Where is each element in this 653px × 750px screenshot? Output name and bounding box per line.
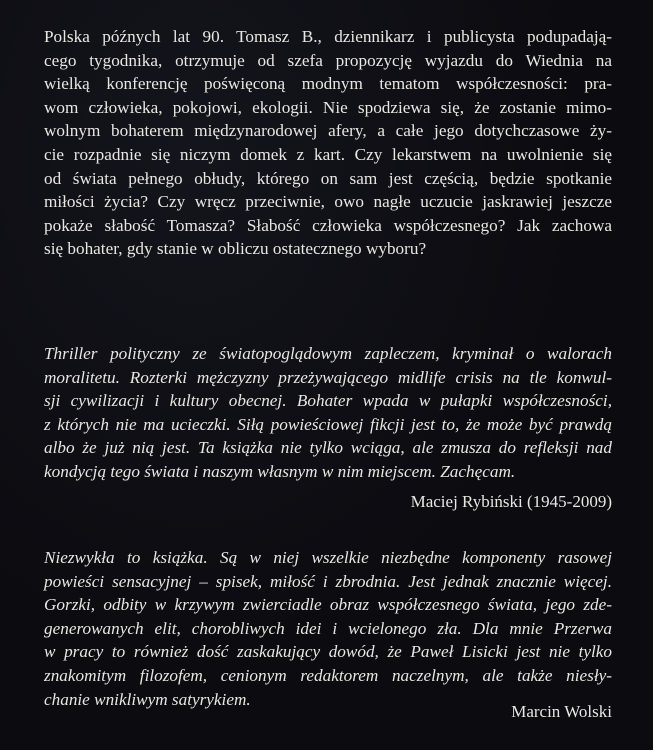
blurb-line: kondycją tego świata i naszym własnym w nim miejscem. Zachęcam.: [44, 461, 516, 481]
synopsis-line: wielką konferencję poświęconą modnym tematom współczesności: pra-: [44, 74, 612, 94]
synopsis-line: cego tygodnika, otrzymuje od szefa propozycję wyjazdu do Wiednia na: [44, 50, 612, 70]
synopsis-line: wolnym bohaterem międzynarodowej afery, a całe jego dotychczasowe ży-: [44, 121, 612, 141]
blurb-line: powieści sensacyjnej – spisek, miłość i zbrodnia. Jest jednak znacznie więcej.: [44, 571, 612, 591]
blurb-quote-wolski: [44, 546, 612, 711]
blurb-line: w pracy to również dość zaskakujący dowód, że Paweł Lisicki jest nie tylko: [44, 642, 612, 662]
blurb-line: moralitetu. Rozterki mężczyzny przeżywającego midlife crisis na tle konwul-: [44, 367, 612, 387]
blurb-line: Thriller polityczny ze światopoglądowym zapleczem, kryminał o walorach: [44, 344, 612, 363]
synopsis-line: pokaże słabość Tomasza? Słabość człowieka współczesnego? Jak zachowa: [44, 215, 612, 235]
blurb-line: z których nie ma ucieczki. Siłą powieściowej fikcji jest to, że może być prawdą: [44, 414, 612, 434]
synopsis-line: wom człowieka, pokojowi, ekologii. Nie spodziewa się, że zostanie mimo-: [44, 97, 612, 117]
blurb-author-wolski: Marcin Wolski: [511, 702, 612, 721]
blurb-author-rybinski: Maciej Rybiński (1945-2009): [410, 492, 612, 511]
synopsis-paragraph: [44, 25, 612, 261]
blurb-line: Gorzki, odbity w krzywym zwierciadle obraz współczesnego świata, jego zde-: [44, 595, 612, 615]
blurb-line: Niezwykła to książka. Są w niej wszelkie niezbędne komponenty rasowej: [44, 548, 612, 567]
synopsis-line: się bohater, gdy stanie w obliczu ostatecznego wyboru?: [44, 239, 427, 259]
synopsis-line: Polska późnych lat 90. Tomasz B., dziennikarz i publicysta podupadają-: [44, 27, 612, 46]
blurb-line: albo że już nią jest. Ta książka nie tylko wciąga, ale zmusza do refleksji nad: [44, 438, 612, 458]
blurb-line: sji cywilizacji i kultury obecnej. Bohater wpada w pułapki współczesności,: [44, 391, 612, 411]
blurb-line: generowanych elit, chorobliwych idei i wcielonego zła. Dla mnie Przerwa: [44, 618, 612, 638]
synopsis-line: cie rozpadnie się niczym domek z kart. Czy lekarstwem na uwolnienie się: [44, 144, 612, 164]
blurb-line: chanie wnikliwym satyrykiem.: [44, 689, 251, 709]
blurb-line: znakomitym filozofem, cenionym redaktorem naczelnym, ale także niesły-: [44, 665, 612, 685]
synopsis-line: miłości życia? Czy wręcz przeciwnie, owo nagłe uczucie jaskrawiej jeszcze: [44, 192, 612, 212]
blurb-quote-rybinski: [44, 342, 612, 484]
synopsis-line: od świata pełnego obłudy, którego on sam jest częścią, będzie spotkanie: [44, 168, 612, 188]
